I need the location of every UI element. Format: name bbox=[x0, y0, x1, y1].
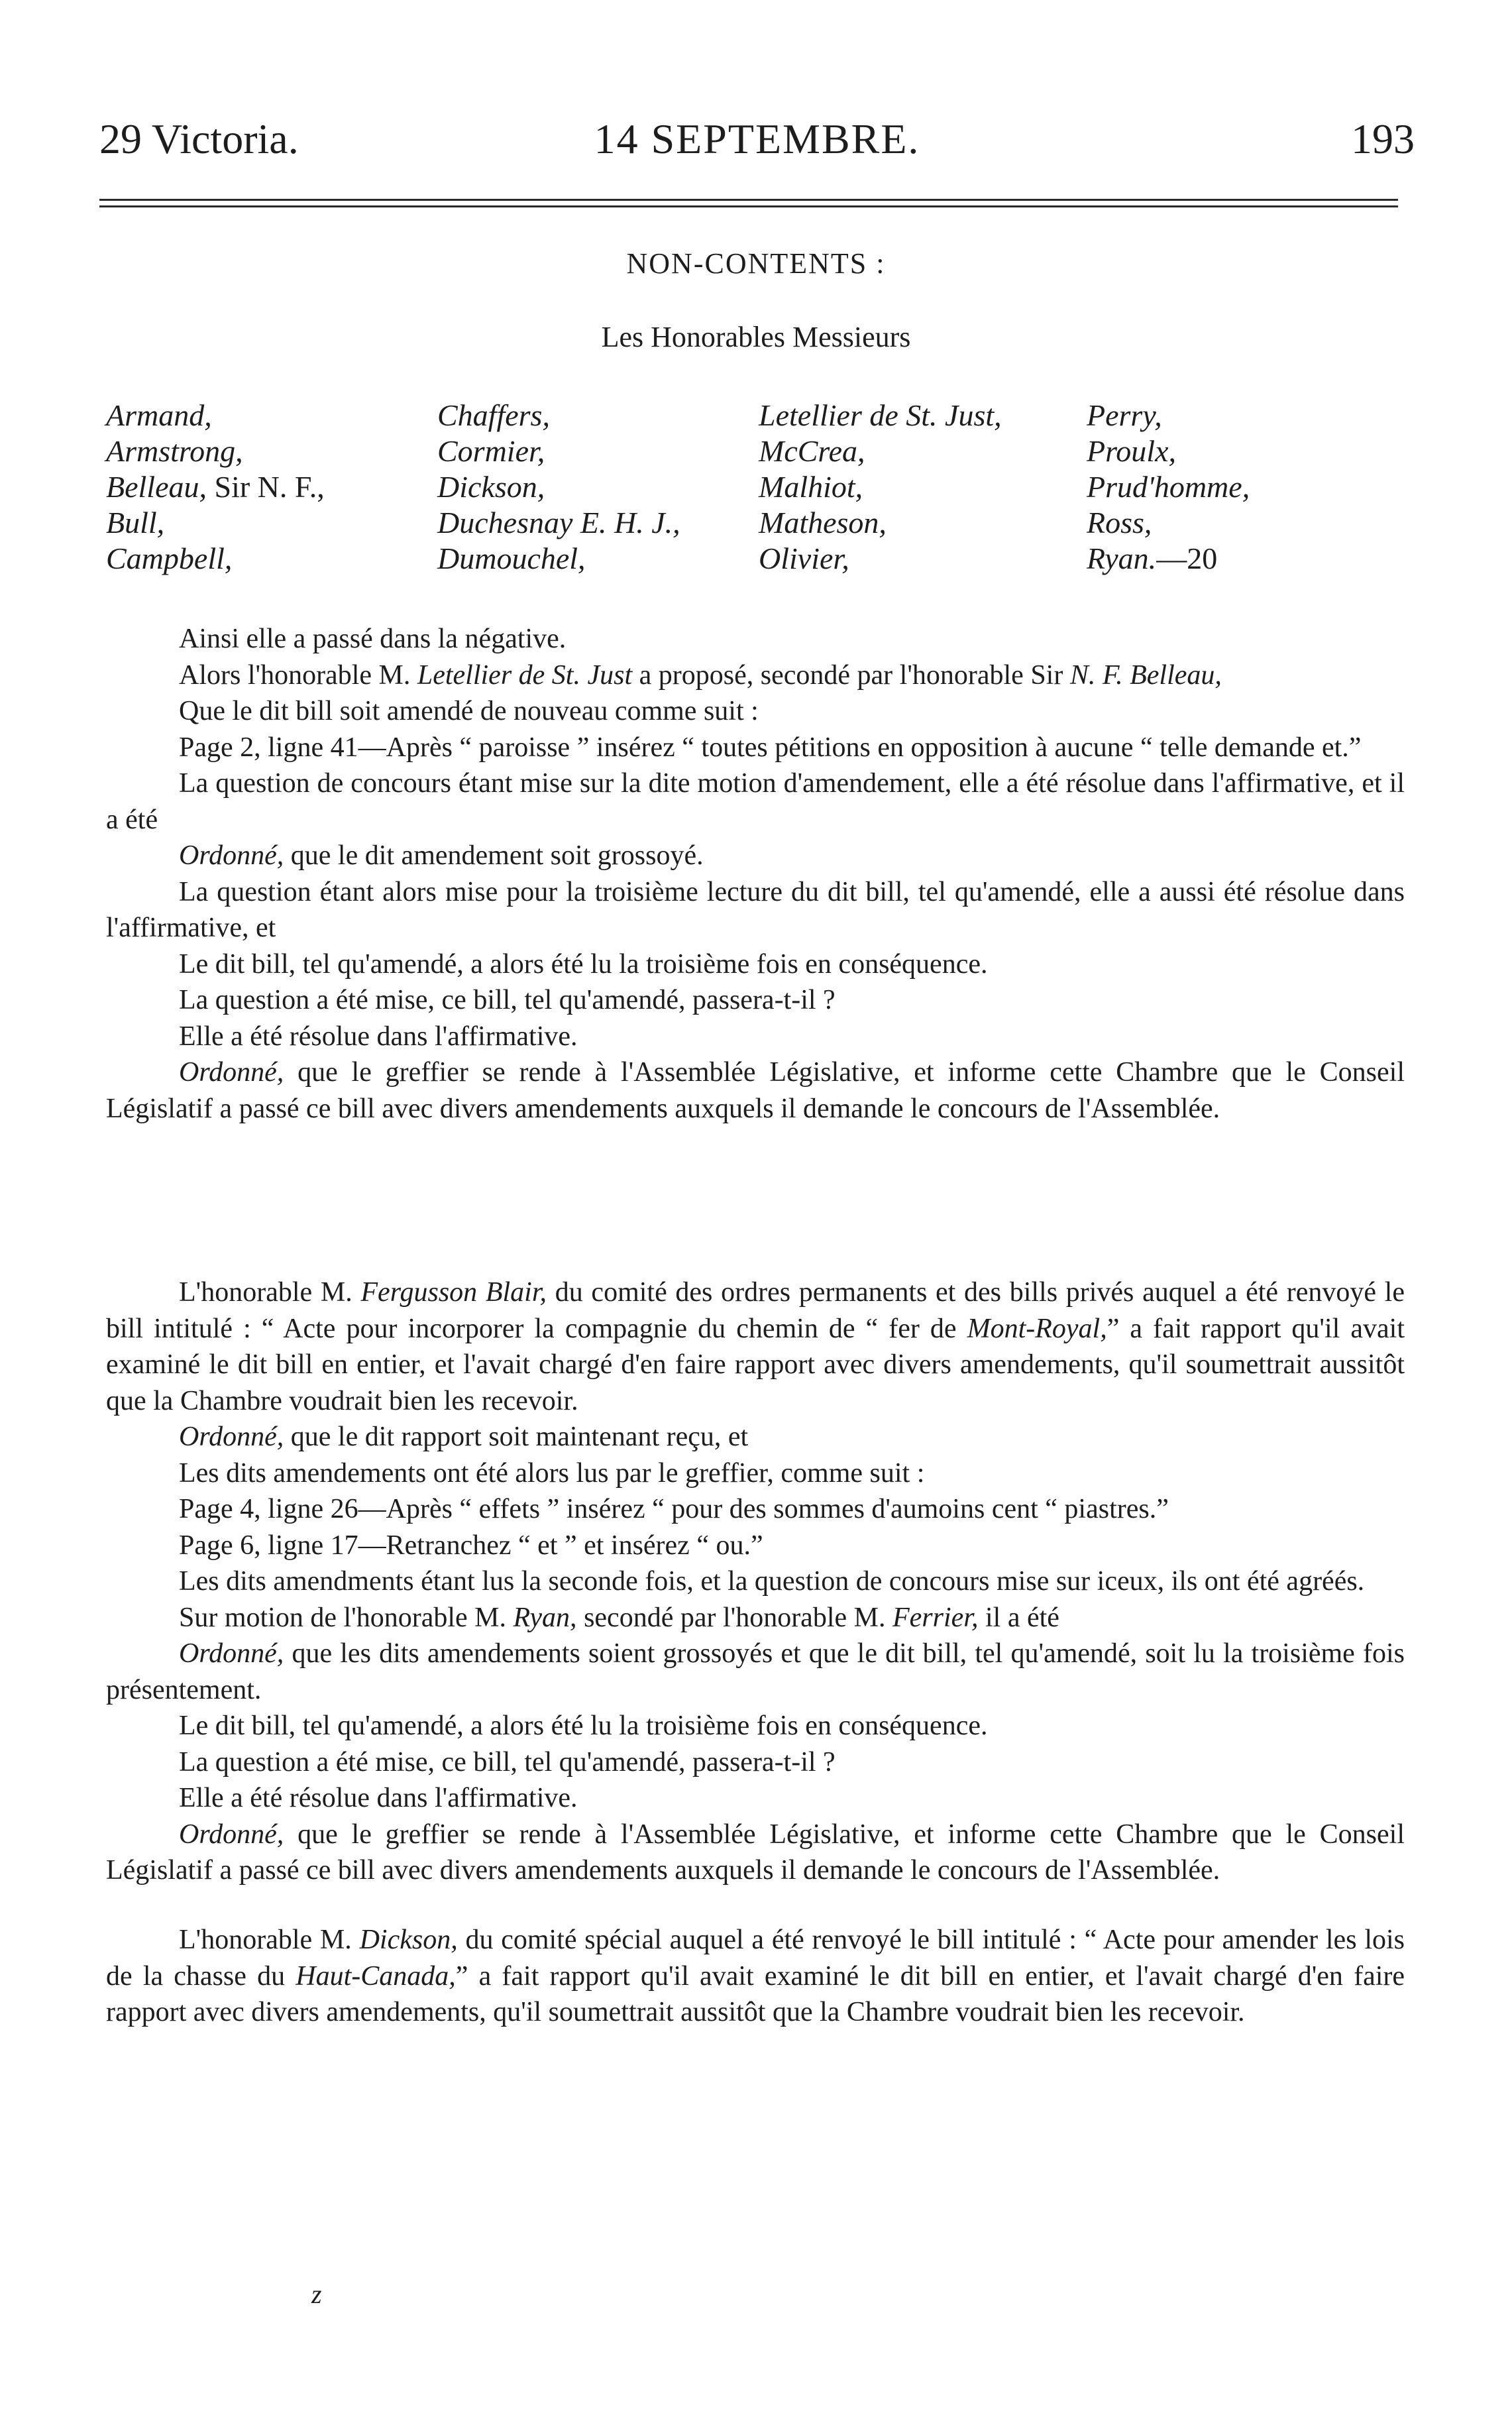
member-name: Malhiot, bbox=[759, 470, 863, 504]
member-name: Duchesnay E. H. J., bbox=[437, 506, 680, 539]
member-name: Dickson, bbox=[437, 470, 545, 504]
member-name: Prud'homme, bbox=[1087, 470, 1250, 504]
member-name: Ross, bbox=[1087, 506, 1152, 539]
paragraph: La question a été mise, ce bill, tel qu'amendé, passera-t-il ? bbox=[179, 985, 836, 1015]
paragraph: Ordonné, que le dit rapport soit maintenant reçu, et bbox=[179, 1422, 749, 1452]
paragraph: La question de concours étant mise sur la dite motion d'amendement, elle a été résolue dans l'affirmative, et il a été bbox=[106, 768, 1405, 835]
paragraph: Ordonné, que le greffier se rende à l'Assemblée Législative, et informe cette Chambre que le Conseil Législatif a passé ce bill avec divers amendements auxquels il demande le concours de l'Assemblée. bbox=[106, 1819, 1405, 1886]
header-rule-bottom bbox=[99, 205, 1398, 207]
names-column bbox=[106, 398, 325, 577]
paragraph: Le dit bill, tel qu'amendé, a alors été lu la troisième fois en conséquence. bbox=[179, 1711, 988, 1741]
member-name: Armstrong, bbox=[106, 434, 243, 468]
member-name: Olivier, bbox=[759, 541, 849, 575]
names-column bbox=[759, 398, 1002, 577]
paragraph: L'honorable M. Dickson, du comité spécial auquel a été renvoyé le bill intitulé : “ Acte pour amender les lois de la chasse du Haut-Canada,” a fait rapport qu'il avait examiné le dit bill en entier, et l'avait chargé d'en faire rapport avec divers amendements, qu'il soumettrait aussitôt que la Chambre voudrait bien les recevoir. bbox=[106, 1925, 1405, 2027]
header-date: 14 SEPTEMBRE. bbox=[594, 115, 920, 162]
member-name: Ryan.—20 bbox=[1087, 541, 1218, 575]
header-regnal-year: 29 Victoria. bbox=[99, 115, 299, 162]
member-name: Matheson, bbox=[759, 506, 887, 539]
paragraph: La question a été mise, ce bill, tel qu'amendé, passera-t-il ? bbox=[179, 1746, 836, 1777]
paragraph: L'honorable M. Fergusson Blair, du comité des ordres permanents et des bills privés auquel a été renvoyé le bill intitulé : “ Acte pour incorporer la compagnie du chemin de “ fer de Mont-Royal,” a fait rapport qu'il avait examiné le dit bill en entier, et l'avait chargé d'en faire rapport avec divers amendements, qu'il soumettrait aussitôt que la Chambre voudrait bien les recevoir. bbox=[106, 1277, 1405, 1416]
paragraph: Les dits amendements ont été alors lus par le greffier, comme suit : bbox=[179, 1457, 925, 1489]
vote-subheading: Les Honorables Messieurs bbox=[601, 321, 911, 353]
member-name: Chaffers, bbox=[437, 398, 550, 432]
proceedings-section-1 bbox=[106, 621, 1405, 1127]
paragraph: Alors l'honorable M. Letellier de St. Just a proposé, secondé par l'honorable Sir N. F. Belleau, bbox=[179, 659, 1222, 691]
member-name: Perry, bbox=[1087, 398, 1162, 432]
names-column bbox=[437, 398, 680, 577]
member-name: Bull, bbox=[106, 506, 165, 539]
paragraph: Le dit bill, tel qu'amendé, a alors été lu la troisième fois en conséquence. bbox=[179, 948, 988, 980]
paragraph: La question étant alors mise pour la troisième lecture du dit bill, tel qu'amendé, elle a aussi été résolue dans l'affirmative, et bbox=[106, 876, 1405, 943]
paragraph: Ainsi elle a passé dans la négative. bbox=[179, 624, 567, 654]
member-name: Armand, bbox=[106, 398, 212, 432]
paragraph: Ordonné, que le greffier se rende à l'Assemblée Législative, et informe cette Chambre que le Conseil Législatif a passé ce bill avec divers amendements auxquels il demande le concours de l'Assemblée. bbox=[106, 1057, 1405, 1124]
names-column bbox=[1087, 398, 1250, 577]
paragraph: Ordonné, que le dit amendement soit grossoyé. bbox=[179, 840, 704, 871]
proceedings-section-3 bbox=[106, 1922, 1405, 2031]
proceedings-section-2 bbox=[106, 1274, 1405, 1889]
paragraph: Page 2, ligne 41—Après “ paroisse ” insérez “ toutes pétitions en opposition à aucune “ telle demande et.” bbox=[179, 732, 1362, 763]
paragraph: Les dits amendments étant lus la seconde fois, et la question de concours mise sur iceux, ils ont été agréés. bbox=[179, 1566, 1365, 1597]
paragraph: Ordonné, que les dits amendements soient grossoyés et que le dit bill, tel qu'amendé, soit lu la troisième fois présentement. bbox=[106, 1638, 1405, 1705]
vote-heading: NON-CONTENTS : bbox=[626, 247, 886, 280]
paragraph: Elle a été résolue dans l'affirmative. bbox=[179, 1783, 578, 1813]
member-name: Belleau, Sir N. F., bbox=[106, 470, 325, 504]
paragraph: Que le dit bill soit amendé de nouveau comme suit : bbox=[179, 696, 759, 726]
member-name: Campbell, bbox=[106, 541, 233, 575]
page-number: 193 bbox=[1351, 115, 1415, 162]
paragraph: Page 6, ligne 17—Retranchez “ et ” et insérez “ ou.” bbox=[179, 1530, 763, 1561]
vote-names-list bbox=[106, 398, 1325, 590]
member-name: McCrea, bbox=[759, 434, 865, 468]
member-name: Letellier de St. Just, bbox=[759, 398, 1002, 432]
paragraph: Sur motion de l'honorable M. Ryan, secondé par l'honorable M. Ferrier, il a été bbox=[179, 1602, 1059, 1633]
member-name: Proulx, bbox=[1087, 434, 1176, 468]
signature-mark: z bbox=[311, 2279, 322, 2309]
paragraph: Elle a été résolue dans l'affirmative. bbox=[179, 1021, 578, 1052]
running-header bbox=[99, 113, 1415, 166]
member-name: Dumouchel, bbox=[437, 541, 586, 575]
header-rule-top bbox=[99, 199, 1398, 201]
member-name: Cormier, bbox=[437, 434, 545, 468]
paragraph: Page 4, ligne 26—Après “ effets ” insérez “ pour des sommes d'aumoins cent “ piastres.” bbox=[179, 1494, 1169, 1524]
